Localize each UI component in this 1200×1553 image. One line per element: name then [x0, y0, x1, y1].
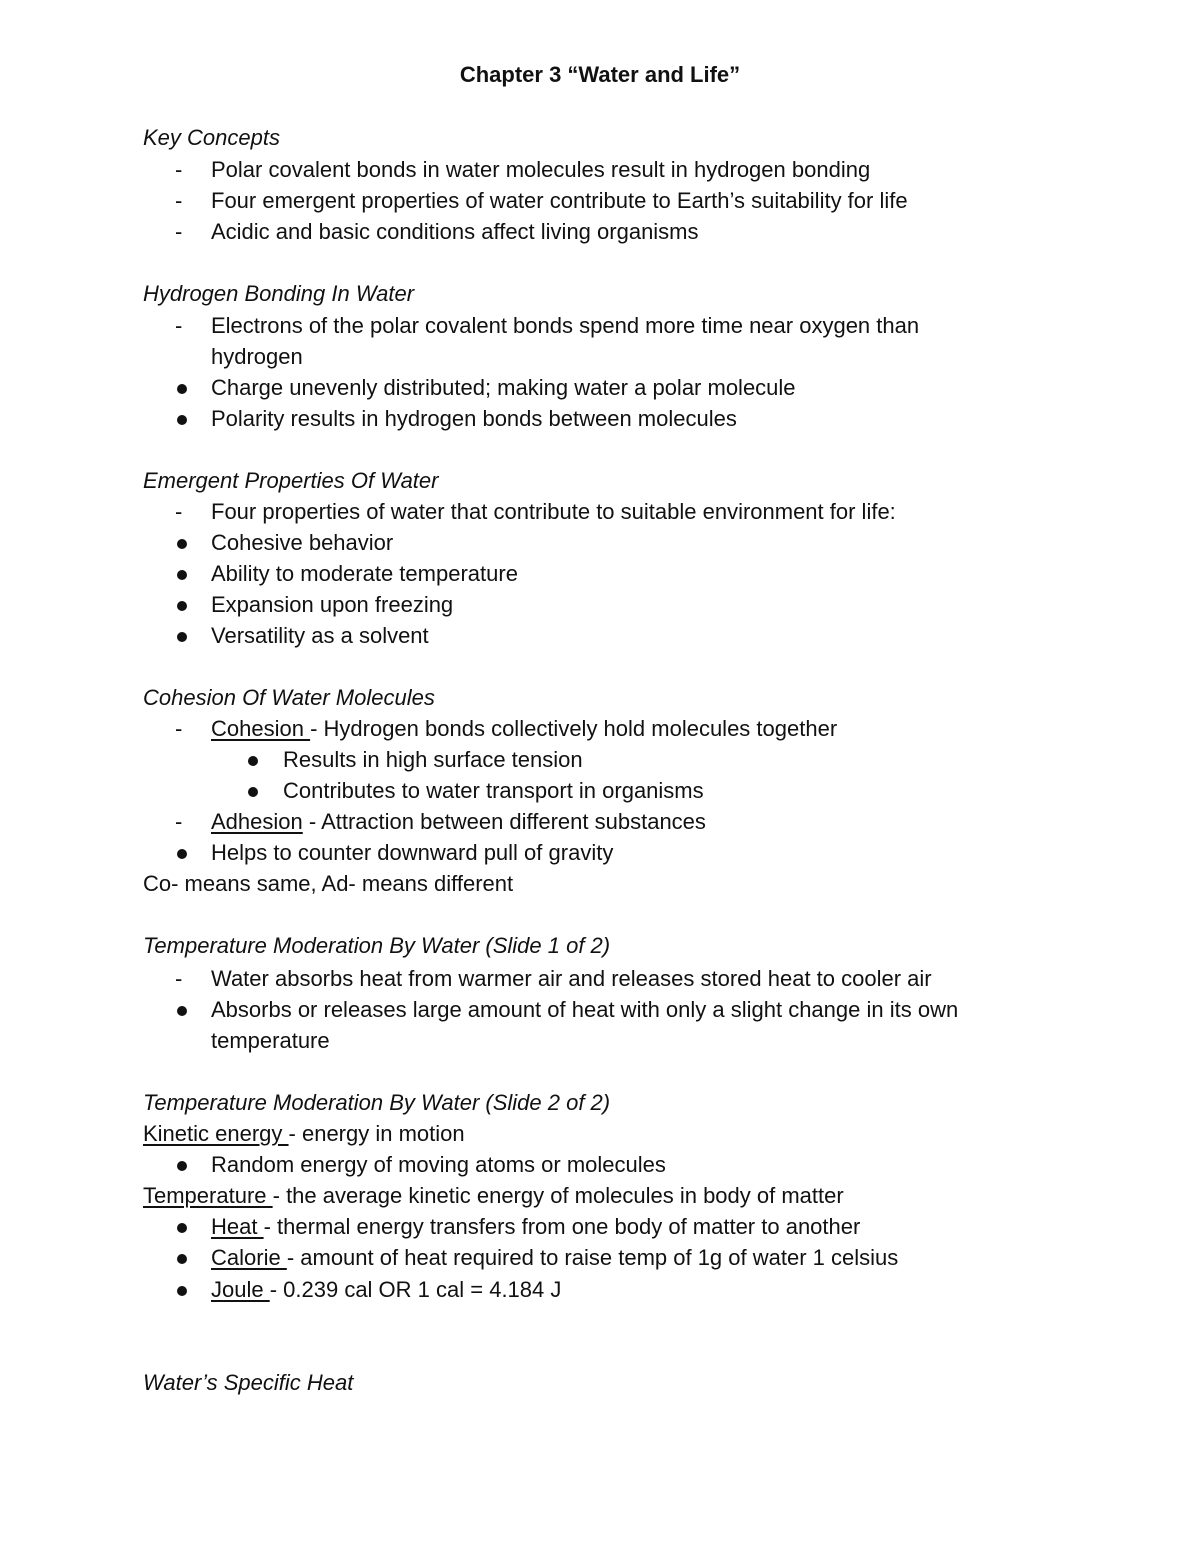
list-item-text: temperature	[211, 1028, 330, 1053]
term-calorie: Calorie	[211, 1245, 287, 1270]
bullet-dot-icon	[248, 756, 258, 766]
section-heading-temperature-moderation-2: Temperature Moderation By Water (Slide 2 of 2)	[143, 1090, 611, 1115]
definition-joule: - 0.239 cal OR 1 cal = 4.184 J	[269, 1277, 562, 1302]
list-item-text: Four properties of water that contribute to suitable environment for life:	[211, 499, 896, 524]
definition-calorie: - amount of heat required to raise temp of 1g of water 1 celsius	[286, 1245, 899, 1270]
list-item-text: Absorbs or releases large amount of heat with only a slight change in its own	[211, 997, 959, 1022]
list-item-text: Expansion upon freezing	[211, 592, 454, 617]
bullet-dot-icon	[177, 1254, 187, 1264]
term-joule: Joule	[211, 1277, 270, 1302]
dash-marker: -	[175, 188, 183, 213]
list-item-text: Acidic and basic conditions affect living organisms	[211, 219, 699, 244]
section-heading-specific-heat: Water’s Specific Heat	[143, 1370, 354, 1395]
definition-line	[143, 1121, 465, 1147]
dash-marker: -	[175, 313, 183, 338]
term-adhesion: Adhesion	[211, 809, 303, 834]
dash-marker: -	[175, 716, 183, 741]
list-item-text: Versatility as a solvent	[211, 623, 429, 648]
list-item-text: Charge unevenly distributed; making water a polar molecule	[211, 375, 796, 400]
term-cohesion: Cohesion	[211, 716, 311, 741]
definition-heat: - thermal energy transfers from one body of matter to another	[263, 1214, 861, 1239]
bullet-dot-icon	[177, 384, 187, 394]
dash-marker: -	[175, 966, 183, 991]
list-item-text	[211, 1245, 898, 1271]
bullet-dot-icon	[248, 787, 258, 797]
bullet-dot-icon	[177, 539, 187, 549]
bullet-dot-icon	[177, 849, 187, 859]
list-item-text: Four emergent properties of water contribute to Earth’s suitability for life	[211, 188, 908, 213]
list-item-text: Polarity results in hydrogen bonds between molecules	[211, 406, 737, 431]
term-heat: Heat	[211, 1214, 264, 1239]
page-title: Chapter 3 “Water and Life”	[459, 62, 741, 87]
definition-cohesion: - Hydrogen bonds collectively hold molecules together	[310, 716, 838, 741]
definition-adhesion: - Attraction between different substances	[302, 809, 706, 834]
note-text: Co- means same, Ad- means different	[143, 871, 514, 896]
section-heading-key-concepts: Key Concepts	[143, 125, 280, 150]
bullet-dot-icon	[177, 1223, 187, 1233]
bullet-dot-icon	[177, 1161, 187, 1171]
bullet-dot-icon	[177, 415, 187, 425]
dash-marker: -	[175, 157, 183, 182]
bullet-dot-icon	[177, 570, 187, 580]
section-heading-cohesion: Cohesion Of Water Molecules	[143, 685, 435, 710]
bullet-dot-icon	[177, 601, 187, 611]
list-item-text: Water absorbs heat from warmer air and releases stored heat to cooler air	[211, 966, 932, 991]
list-item-text	[211, 1277, 561, 1303]
list-item-text	[211, 809, 706, 835]
dash-marker: -	[175, 499, 183, 524]
list-item-text: Cohesive behavior	[211, 530, 394, 555]
bullet-dot-icon	[177, 632, 187, 642]
dash-marker: -	[175, 219, 183, 244]
bullet-dot-icon	[177, 1286, 187, 1296]
dash-marker: -	[175, 809, 183, 834]
definition-kinetic-energy: - energy in motion	[288, 1121, 465, 1146]
list-item-text	[211, 716, 837, 742]
list-item-text: Results in high surface tension	[283, 747, 583, 772]
list-item-text	[211, 1214, 860, 1240]
list-item-text: Electrons of the polar covalent bonds spend more time near oxygen than	[211, 313, 920, 338]
list-item-text: Random energy of moving atoms or molecules	[211, 1152, 666, 1177]
list-item-text: Polar covalent bonds in water molecules result in hydrogen bonding	[211, 157, 871, 182]
bullet-dot-icon	[177, 1006, 187, 1016]
list-item-text: Helps to counter downward pull of gravity	[211, 840, 614, 865]
section-heading-temperature-moderation-1: Temperature Moderation By Water (Slide 1 of 2)	[143, 933, 611, 958]
definition-temperature: - the average kinetic energy of molecules in body of matter	[272, 1183, 844, 1208]
term-kinetic-energy: Kinetic energy	[143, 1121, 289, 1146]
definition-line	[143, 1183, 844, 1209]
list-item-text: hydrogen	[211, 344, 303, 369]
section-heading-emergent-properties: Emergent Properties Of Water	[143, 468, 439, 493]
list-item-text: Ability to moderate temperature	[211, 561, 518, 586]
term-temperature: Temperature	[143, 1183, 273, 1208]
section-heading-hydrogen-bonding: Hydrogen Bonding In Water	[143, 281, 415, 306]
list-item-text: Contributes to water transport in organisms	[283, 778, 704, 803]
